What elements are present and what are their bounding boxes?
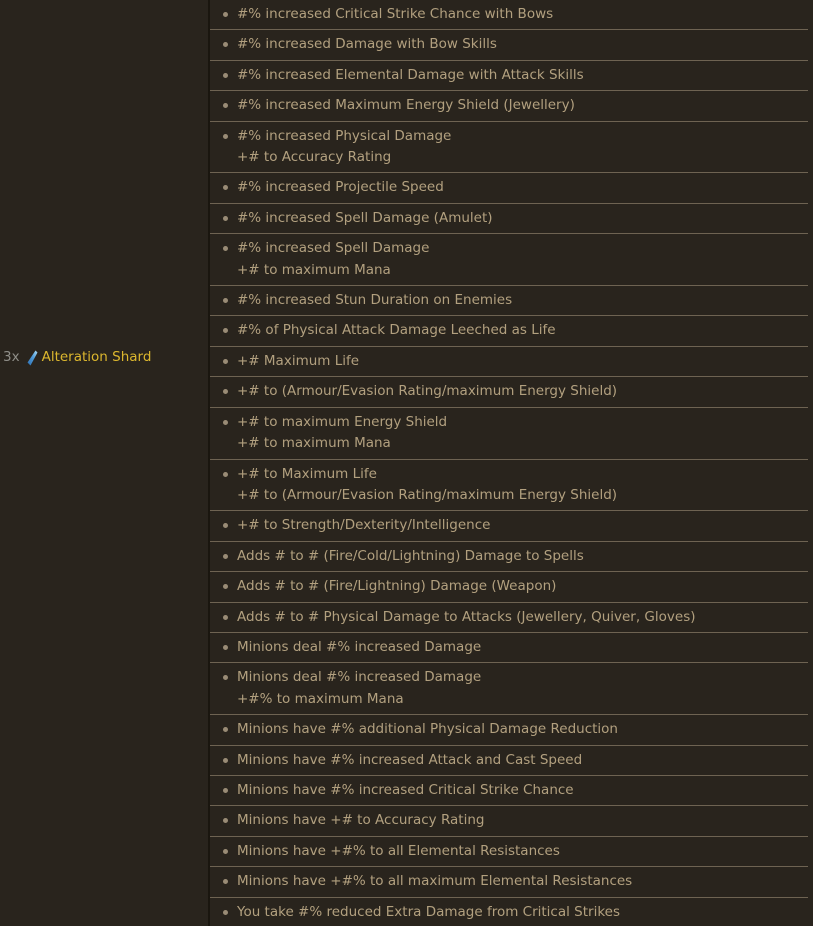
mod-text: #% of Physical Attack Damage Leeched as Life: [237, 322, 556, 339]
mod-lines: [237, 464, 617, 507]
bullet-icon: [223, 420, 228, 425]
bullet-icon: [223, 615, 228, 620]
item-label: [3, 348, 151, 367]
mod-text: You take #% reduced Extra Damage from Critical Strikes: [237, 903, 621, 920]
mod-lines: [237, 576, 556, 597]
list-item: [210, 460, 808, 512]
list-item: [210, 316, 808, 346]
bullet-icon: [223, 675, 228, 680]
list-item: [210, 542, 808, 572]
bullet-icon: [223, 584, 228, 589]
mod-lines: [237, 381, 617, 402]
mod-text: #% increased Projectile Speed: [237, 179, 444, 196]
bullet-icon: [223, 879, 228, 884]
list-item: [210, 806, 808, 836]
bullet-icon: [223, 758, 228, 763]
bullet-icon: [223, 359, 228, 364]
mod-lines: [237, 607, 696, 628]
mod-text: +# to maximum Energy Shield: [237, 413, 448, 430]
mods-list: [208, 0, 813, 926]
bullet-icon: [223, 73, 228, 78]
item-link[interactable]: Alteration Shard: [41, 349, 152, 365]
bullet-icon: [223, 849, 228, 854]
mod-text: Minions have +#% to all maximum Elemental Resistances: [237, 873, 633, 890]
bullet-icon: [223, 554, 228, 559]
list-item: [210, 746, 808, 776]
mod-lines: [237, 34, 497, 55]
mod-text: Minions have +# to Accuracy Rating: [237, 812, 485, 829]
mod-lines: [237, 208, 493, 229]
list-item: [210, 122, 808, 174]
list-item: [210, 0, 808, 30]
list-item: [210, 347, 808, 377]
list-item: [210, 234, 808, 286]
mod-text: +#% to maximum Mana: [237, 690, 404, 707]
list-item: [210, 663, 808, 715]
mod-lines: [237, 412, 447, 455]
bullet-icon: [223, 185, 228, 190]
mod-lines: [237, 65, 584, 86]
list-item: [210, 286, 808, 316]
bullet-icon: [223, 216, 228, 221]
list-item: [210, 867, 808, 897]
mod-lines: [237, 320, 556, 341]
mod-text: Adds # to # Physical Damage to Attacks (Jewellery, Quiver, Gloves): [237, 608, 696, 625]
mod-text: #% increased Elemental Damage with Attack Skills: [237, 66, 584, 83]
mod-text: Minions deal #% increased Damage: [237, 638, 482, 655]
bullet-icon: [223, 910, 228, 915]
bullet-icon: [223, 472, 228, 477]
list-item: [210, 715, 808, 745]
bullet-icon: [223, 727, 228, 732]
bullet-icon: [223, 389, 228, 394]
list-item: [210, 511, 808, 541]
list-item: [210, 61, 808, 91]
mod-text: #% increased Spell Damage: [237, 240, 430, 257]
mod-text: Adds # to # (Fire/Cold/Lightning) Damage to Spells: [237, 547, 584, 564]
mod-text: Minions have #% increased Critical Strike Chance: [237, 781, 574, 798]
mod-lines: [237, 290, 512, 311]
list-item: [210, 91, 808, 121]
mod-text: +# to maximum Mana: [237, 435, 391, 452]
list-item: [210, 572, 808, 602]
bullet-icon: [223, 246, 228, 251]
mod-lines: [237, 546, 584, 567]
mod-lines: [237, 871, 632, 892]
mod-lines: [237, 810, 484, 831]
list-item: [210, 898, 808, 926]
mod-text: #% increased Maximum Energy Shield (Jewellery): [237, 97, 575, 114]
list-item: [210, 30, 808, 60]
list-item: [210, 837, 808, 867]
bullet-icon: [223, 818, 228, 823]
bullet-icon: [223, 645, 228, 650]
mod-lines: [237, 841, 560, 862]
mod-text: Adds # to # (Fire/Lightning) Damage (Weapon): [237, 578, 557, 595]
mod-text: +# to maximum Mana: [237, 261, 391, 278]
mod-text: #% increased Stun Duration on Enemies: [237, 292, 513, 309]
mod-text: +# to Strength/Dexterity/Intelligence: [237, 517, 491, 534]
mod-text: +# to (Armour/Evasion Rating/maximum Energy Shield): [237, 486, 618, 503]
mod-text: Minions deal #% increased Damage: [237, 669, 482, 686]
list-item: [210, 603, 808, 633]
mod-lines: [237, 780, 574, 801]
mod-lines: [237, 667, 481, 710]
mod-lines: [237, 719, 618, 740]
mod-lines: [237, 351, 359, 372]
list-item: [210, 776, 808, 806]
mod-text: +# Maximum Life: [237, 352, 360, 369]
bullet-icon: [223, 12, 228, 17]
list-item: [210, 633, 808, 663]
mod-text: +# to Accuracy Rating: [237, 149, 392, 166]
bullet-icon: [223, 788, 228, 793]
list-item: [210, 377, 808, 407]
mod-lines: [237, 902, 620, 923]
mod-lines: [237, 637, 481, 658]
bullet-icon: [223, 42, 228, 47]
mod-text: Minions have #% increased Attack and Cast Speed: [237, 751, 583, 768]
list-item: [210, 204, 808, 234]
mod-text: #% increased Damage with Bow Skills: [237, 36, 497, 53]
list-item: [210, 408, 808, 460]
list-item: [210, 173, 808, 203]
alteration-shard-icon: [27, 350, 38, 366]
mod-lines: [237, 126, 451, 169]
mod-text: Minions have #% additional Physical Damage Reduction: [237, 721, 618, 738]
bullet-icon: [223, 103, 228, 108]
mod-text: +# to Maximum Life: [237, 465, 377, 482]
mod-text: #% increased Physical Damage: [237, 127, 452, 144]
mod-lines: [237, 177, 444, 198]
item-count: 3x: [3, 349, 20, 365]
bullet-icon: [223, 328, 228, 333]
mod-lines: [237, 750, 582, 771]
mod-text: #% increased Critical Strike Chance with Bows: [237, 6, 554, 22]
item-cell: [0, 0, 208, 926]
mod-text: Minions have +#% to all Elemental Resistances: [237, 842, 560, 859]
bullet-icon: [223, 298, 228, 303]
bullet-icon: [223, 523, 228, 528]
mod-lines: [237, 515, 490, 536]
mod-lines: [237, 238, 429, 281]
mod-text: +# to (Armour/Evasion Rating/maximum Energy Shield): [237, 383, 618, 400]
bullet-icon: [223, 134, 228, 139]
mod-text: #% increased Spell Damage (Amulet): [237, 209, 493, 226]
mod-lines: [237, 95, 575, 116]
mod-lines: [237, 4, 553, 25]
